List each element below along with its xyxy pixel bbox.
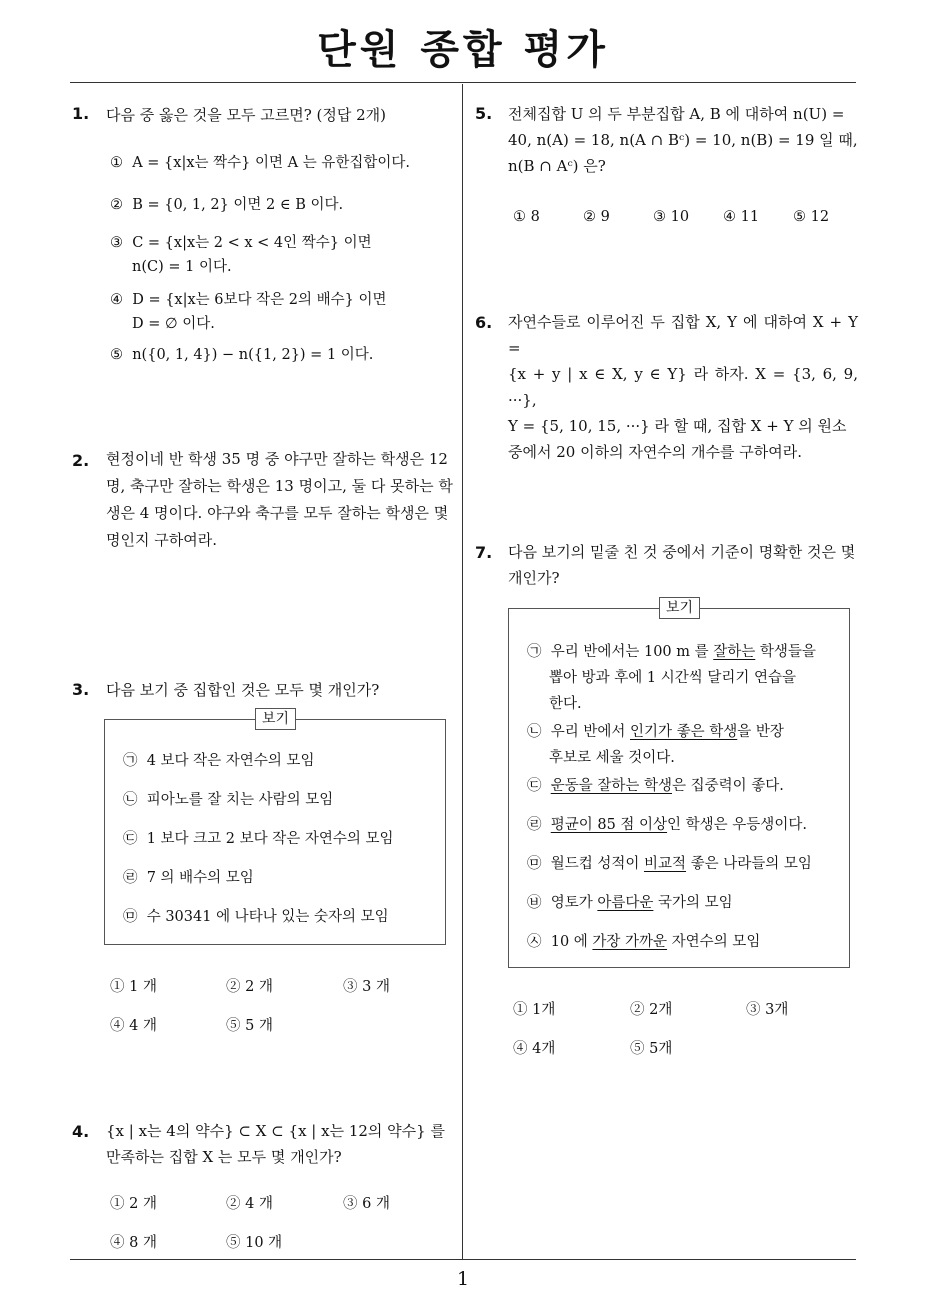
choice-text: 4 개 — [245, 1196, 273, 1212]
q1-option-1[interactable] — [110, 151, 410, 175]
item-marker: ㉠ — [123, 753, 138, 769]
option-marker: ③ — [110, 235, 123, 251]
choice-text: 12 — [810, 209, 830, 225]
item-marker: ㉣ — [123, 870, 138, 886]
page-title: 단원 종합 평가 — [317, 27, 609, 73]
choice-marker: ④ — [110, 1235, 125, 1251]
question-4-stem — [106, 1118, 456, 1170]
choice-marker: ③ — [746, 1002, 761, 1018]
q7-example-box — [508, 600, 850, 968]
question-2-stem — [106, 446, 456, 554]
underlined-phrase: 평균이 85 점 이상 — [550, 817, 668, 833]
item-marker: ㉣ — [527, 817, 542, 833]
option-text: A = {x|x는 짝수} 이면 A 는 유한집합이다. — [132, 155, 410, 171]
choice-text: 3 개 — [362, 979, 390, 995]
question-7-number: 7. — [475, 543, 493, 562]
q7-choice-1[interactable] — [513, 998, 555, 1022]
q1-option-3[interactable] — [110, 231, 372, 279]
item-marker: ㉢ — [123, 831, 138, 847]
q3-choice-2[interactable] — [226, 975, 273, 999]
stem-line: 40, n(A) = 18, n(A ∩ Bᶜ) = 10, n(B) = 19 일 때, — [508, 131, 858, 149]
item-text: 7 의 배수의 모임 — [146, 870, 254, 886]
item-marker: ㉢ — [527, 778, 542, 794]
choice-marker: ① — [513, 209, 526, 225]
choice-marker: ④ — [513, 1041, 528, 1057]
q5-choice-4[interactable] — [723, 205, 759, 229]
question-4-number: 4. — [72, 1122, 90, 1141]
item-marker: ㉡ — [123, 792, 138, 808]
underlined-phrase: 아름다운 — [597, 895, 654, 911]
column-divider — [462, 84, 463, 1260]
item-text: 우리 반에서 — [550, 724, 630, 740]
page-number: 1 — [456, 1268, 470, 1290]
q4-choice-4[interactable] — [110, 1231, 157, 1255]
q7-choice-5[interactable] — [630, 1037, 672, 1061]
option-marker: ② — [110, 197, 123, 213]
underlined-phrase: 잘하는 — [713, 644, 756, 660]
option-text-continued: n(C) = 1 이다. — [132, 259, 232, 275]
choice-marker: ① — [110, 979, 125, 995]
choice-marker: ④ — [723, 209, 736, 225]
q4-choice-3[interactable] — [343, 1192, 390, 1216]
choice-text: 5개 — [649, 1041, 673, 1057]
choice-text: 3개 — [765, 1002, 789, 1018]
choice-marker: ⑤ — [793, 209, 806, 225]
question-2-number: 2. — [72, 451, 90, 470]
q7-choice-4[interactable] — [513, 1037, 555, 1061]
choice-text: 8 — [530, 209, 540, 225]
choice-text: 8 개 — [129, 1235, 157, 1251]
item-text: 월드컵 성적이 — [550, 856, 644, 872]
stem-line: {x | x는 4의 약수} ⊂ X ⊂ {x | x는 12의 약수} 를 — [106, 1122, 445, 1140]
item-text: 을 반장 — [737, 724, 784, 740]
choice-marker: ③ — [343, 979, 358, 995]
question-3-stem: 다음 보기 중 집합인 것은 모두 몇 개인가? — [106, 681, 380, 699]
choice-marker: ③ — [343, 1196, 358, 1212]
question-5-stem — [508, 101, 858, 179]
choice-marker: ⑤ — [226, 1235, 241, 1251]
choice-text: 5 개 — [245, 1018, 273, 1034]
stem-line: 명인지 구하여라. — [106, 531, 217, 549]
choice-marker: ① — [513, 1002, 528, 1018]
question-6-stem — [508, 309, 858, 465]
header-rule — [70, 82, 856, 83]
choice-text: 10 — [670, 209, 690, 225]
underlined-phrase: 가장 가까운 — [592, 934, 668, 950]
q7-example-item-3 — [527, 773, 784, 799]
item-marker: ㉡ — [527, 724, 542, 740]
q1-option-4[interactable] — [110, 288, 386, 336]
item-text-continued: 한다. — [549, 696, 582, 712]
option-text: D = {x|x는 6보다 작은 2의 배수} 이면 — [132, 292, 387, 308]
q4-choice-2[interactable] — [226, 1192, 273, 1216]
q7-choice-2[interactable] — [630, 998, 672, 1022]
stem-line: 현정이네 반 학생 35 명 중 야구만 잘하는 학생은 12 — [106, 450, 448, 468]
option-text: n({0, 1, 4}) − n({1, 2}) = 1 이다. — [132, 347, 374, 363]
item-text: 피아노를 잘 치는 사람의 모임 — [146, 792, 334, 808]
question-7-stem — [508, 539, 858, 591]
question-1-number: 1. — [72, 104, 90, 123]
item-marker: ㉤ — [527, 856, 542, 872]
choice-text: 2 개 — [129, 1196, 157, 1212]
item-text: 좋은 나라들의 모임 — [686, 856, 812, 872]
stem-line: 생은 4 명이다. 야구와 축구를 모두 잘하는 학생은 몇 — [106, 504, 449, 522]
q7-example-item-4 — [527, 812, 807, 838]
example-box-label: 보기 — [659, 597, 700, 619]
option-text: B = {0, 1, 2} 이면 2 ∈ B 이다. — [132, 197, 344, 213]
q4-choice-5[interactable] — [226, 1231, 282, 1255]
item-text: 은 집중력이 좋다. — [672, 778, 784, 794]
q3-choice-1[interactable] — [110, 975, 157, 999]
stem-line: n(B ∩ Aᶜ) 은? — [508, 157, 606, 175]
option-text: C = {x|x는 2 < x < 4인 짝수} 이면 — [132, 235, 372, 251]
option-marker: ① — [110, 155, 123, 171]
choice-text: 9 — [600, 209, 610, 225]
q7-example-item-7 — [527, 929, 760, 955]
item-marker: ㉦ — [527, 934, 542, 950]
choice-marker: ② — [630, 1002, 645, 1018]
stem-line: 중에서 20 이하의 자연수의 개수를 구하여라. — [508, 443, 803, 461]
question-3-number: 3. — [72, 680, 90, 699]
q7-example-item-1 — [527, 639, 839, 717]
underlined-phrase: 인기가 좋은 학생 — [629, 724, 738, 740]
footer-rule — [70, 1259, 856, 1260]
stem-line: 자연수들로 이루어진 두 집합 X, Y 에 대하여 X + Y = — [508, 313, 858, 357]
choice-text: 1개 — [532, 1002, 556, 1018]
choice-marker: ③ — [653, 209, 666, 225]
choice-text: 1 개 — [129, 979, 157, 995]
choice-marker: ⑤ — [630, 1041, 645, 1057]
choice-text: 2개 — [649, 1002, 673, 1018]
underlined-phrase: 운동을 잘하는 학생 — [550, 778, 672, 794]
q7-choice-3[interactable] — [746, 998, 788, 1022]
q7-example-item-2 — [527, 719, 839, 771]
underlined-phrase: 비교적 — [643, 856, 687, 872]
q3-choice-5[interactable] — [226, 1014, 273, 1038]
stem-line: 전체집합 U 의 두 부분집합 A, B 에 대하여 n(U) = — [508, 105, 845, 123]
stem-line: Y = {5, 10, 15, ···} 라 할 때, 집합 X + Y 의 원소 — [508, 417, 847, 435]
item-text-continued: 뽑아 방과 후에 1 시간씩 달리기 연습을 — [549, 670, 796, 686]
q4-choice-1[interactable] — [110, 1192, 157, 1216]
q3-example-item-5 — [123, 904, 389, 930]
choice-text: 11 — [740, 209, 760, 225]
choice-text: 6 개 — [362, 1196, 390, 1212]
choice-marker: ② — [583, 209, 596, 225]
item-marker: ㉥ — [527, 895, 542, 911]
choice-marker: ② — [226, 1196, 241, 1212]
item-text: 국가의 모임 — [653, 895, 733, 911]
q3-example-box — [104, 711, 446, 945]
item-text: 수 30341 에 나타나 있는 숫자의 모임 — [146, 909, 389, 925]
item-text: 1 보다 크고 2 보다 작은 자연수의 모임 — [146, 831, 394, 847]
item-text: 영토가 — [550, 895, 598, 911]
choice-marker: ① — [110, 1196, 125, 1212]
q1-option-5[interactable] — [110, 343, 373, 367]
q3-choice-3[interactable] — [343, 975, 390, 999]
q3-example-item-1 — [123, 748, 314, 774]
option-marker: ④ — [110, 292, 123, 308]
item-text: 우리 반에서는 100 m 를 — [550, 644, 714, 660]
q3-example-item-2 — [123, 787, 333, 813]
choice-text: 4개 — [532, 1041, 556, 1057]
choice-marker: ④ — [110, 1018, 125, 1034]
q5-choice-2[interactable] — [583, 205, 610, 229]
option-text-continued: D = ∅ 이다. — [132, 316, 215, 332]
choice-text: 4 개 — [129, 1018, 157, 1034]
stem-line: 다음 보기의 밑줄 친 것 중에서 기준이 명확한 것은 몇 — [508, 543, 856, 561]
q3-choice-4[interactable] — [110, 1014, 157, 1038]
stem-line: 명, 축구만 잘하는 학생은 13 명이고, 둘 다 못하는 학 — [106, 477, 453, 495]
q1-option-2[interactable] — [110, 193, 343, 217]
question-5-number: 5. — [475, 104, 493, 123]
q5-choice-1[interactable] — [513, 205, 540, 229]
stem-line: 만족하는 집합 X 는 모두 몇 개인가? — [106, 1148, 342, 1166]
item-marker: ㉤ — [123, 909, 138, 925]
q7-example-item-5 — [527, 851, 812, 877]
stem-line: 개인가? — [508, 569, 560, 587]
item-text: 10 에 — [550, 934, 593, 950]
example-box-label: 보기 — [255, 708, 296, 730]
choice-text: 2 개 — [245, 979, 273, 995]
choice-text: 10 개 — [245, 1235, 283, 1251]
choice-marker: ⑤ — [226, 1018, 241, 1034]
item-text: 4 보다 작은 자연수의 모임 — [146, 753, 315, 769]
item-text: 자연수의 모임 — [667, 934, 761, 950]
item-marker: ㉠ — [527, 644, 542, 660]
item-text: 학생들을 — [755, 644, 816, 660]
item-text-continued: 후보로 세울 것이다. — [549, 750, 675, 766]
q3-example-item-4 — [123, 865, 254, 891]
q3-example-item-3 — [123, 826, 394, 852]
question-6-number: 6. — [475, 313, 493, 332]
item-text: 인 학생은 우등생이다. — [667, 817, 807, 833]
q5-choice-5[interactable] — [793, 205, 829, 229]
q7-example-item-6 — [527, 890, 733, 916]
option-marker: ⑤ — [110, 347, 123, 363]
question-1-stem: 다음 중 옳은 것을 모두 고르면? (정답 2개) — [106, 106, 387, 124]
stem-line: {x + y | x ∈ X, y ∈ Y} 라 하자. X = {3, 6, 9, ···}, — [508, 365, 858, 409]
choice-marker: ② — [226, 979, 241, 995]
q5-choice-3[interactable] — [653, 205, 689, 229]
